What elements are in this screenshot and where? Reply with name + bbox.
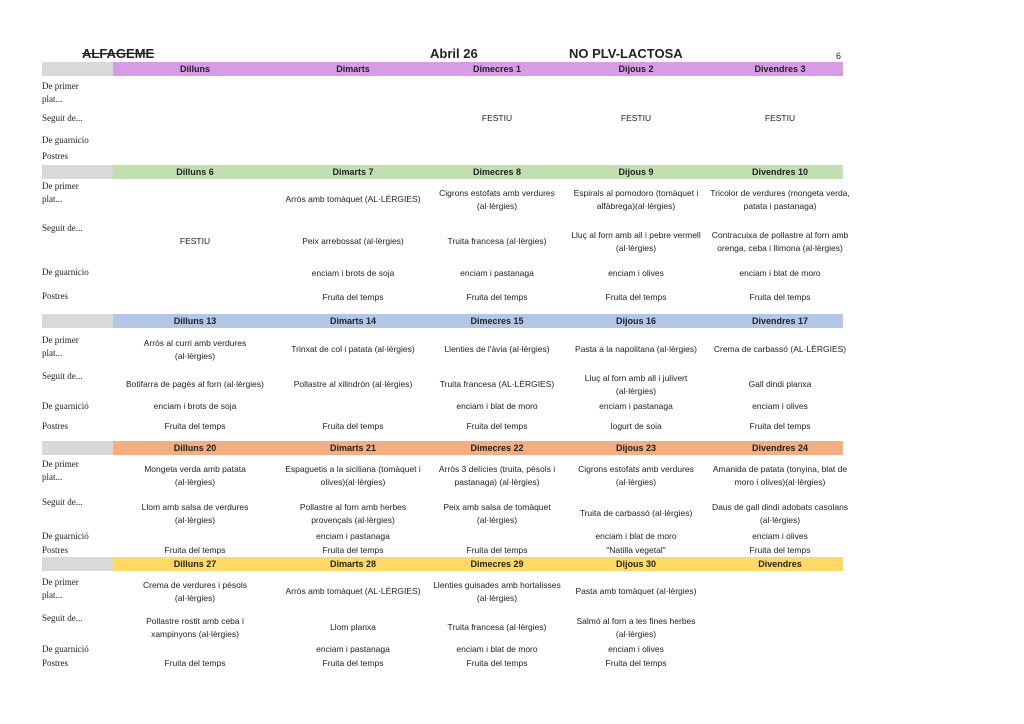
menu-cell-first: Espaguetis a la siciliana (tomàquet i olives)(al·lèrgies) xyxy=(285,463,421,487)
menu-cell-first: Mongeta verda amb patata (al·lèrgies) xyxy=(144,463,246,487)
day-header: Dimarts 14 xyxy=(329,316,377,326)
menu-cell-dessert: "Natilla vegetal" xyxy=(606,545,666,556)
menu-cell-dessert: Fruita del temps xyxy=(749,292,811,303)
menu-cell-dessert: Iogurt de soia xyxy=(610,421,662,432)
menu-cell-dessert: Fruita del temps xyxy=(322,292,384,303)
day-header: Dijous 16 xyxy=(615,316,656,326)
day-header: Dimecres 15 xyxy=(470,316,524,326)
menu-cell-second: FESTIU xyxy=(764,113,796,124)
menu-cell-second: Botifarra de pagès al forn (al·lèrgies) xyxy=(126,379,264,390)
day-header: Divendres 10 xyxy=(751,167,809,177)
row-label-side: De guarnicio xyxy=(42,135,89,145)
menu-cell-dessert: Fruita del temps xyxy=(164,421,226,432)
menu-cell-second: FESTIU xyxy=(179,236,211,247)
row-label-first: De primer plat... xyxy=(42,577,79,600)
menu-cell-dessert: Fruita del temps xyxy=(322,658,384,669)
menu-cell-dessert: Fruita del temps xyxy=(164,658,226,669)
menu-cell-first: Arròs amb tomàquet (AL·LÈRGIES) xyxy=(285,586,421,597)
menu-cell-dessert: Fruita del temps xyxy=(749,421,811,432)
menu-cell-side: enciam i blat de moro xyxy=(739,268,821,279)
page-number: 6 xyxy=(836,51,842,61)
menu-cell-side: enciam i blat de moro xyxy=(595,531,677,542)
menu-cell-first: Pasta a la napolitana (al·lèrgies) xyxy=(575,344,697,355)
day-header: Dilluns 6 xyxy=(176,167,214,177)
day-header: Dilluns 13 xyxy=(173,316,217,326)
menu-cell-dessert: Fruita del temps xyxy=(466,292,528,303)
menu-cell-first: Pasta amb tomàquet (al·lèrgies) xyxy=(575,586,697,597)
menu-cell-side: enciam i blat de moro xyxy=(456,401,538,412)
week-header-label-gap xyxy=(42,557,113,571)
row-label-first: De primer plat... xyxy=(42,181,79,204)
menu-cell-side: enciam i olives xyxy=(752,531,808,542)
menu-cell-second: FESTIU xyxy=(481,113,513,124)
week-header-label-gap xyxy=(42,314,113,328)
row-label-second: Seguit de... xyxy=(42,371,83,381)
menu-cell-second: FESTIU xyxy=(620,113,652,124)
menu-cell-dessert: Fruita del temps xyxy=(605,292,667,303)
row-label-dessert: Postres xyxy=(42,421,69,431)
row-label-side: De guarnició xyxy=(42,531,89,541)
menu-cell-second: Truita francesa (AL·LÈRGIES) xyxy=(439,379,555,390)
menu-cell-first: Crema de verdures i pèsols (al·lèrgies) xyxy=(143,579,247,603)
menu-cell-first: Arròs 3 delícies (truita, pèsols i pastanaga) (al·lèrgies) xyxy=(438,463,556,487)
menu-cell-second: Lluç al forn amb all i pebre vermell (al·lèrgies) xyxy=(571,229,701,253)
menu-cell-first: Llenties de l'àvia (al·lèrgies) xyxy=(444,344,550,355)
day-header: Dimecres 29 xyxy=(470,559,524,569)
row-label-second: Seguit de... xyxy=(42,613,83,623)
menu-cell-first: Cigrons estofats amb verdures (al·lèrgies) xyxy=(578,463,694,487)
week-header-bar xyxy=(42,62,843,76)
row-label-first: De primer plat... xyxy=(42,335,79,358)
menu-cell-side: enciam i pastanaga xyxy=(316,531,390,542)
day-header: Dimarts 28 xyxy=(329,559,377,569)
week-header-bar xyxy=(42,441,843,455)
menu-cell-first: Amanida de patata (tonyina, blat de moro i olives)(al·lèrgies) xyxy=(712,463,848,487)
menu-cell-second: Llom planxa xyxy=(330,622,376,633)
menu-cell-second: Lluç al forn amb all i julivert (al·lèrgies) xyxy=(584,372,688,396)
menu-cell-side: enciam i olives xyxy=(608,644,664,655)
diet-title: NO PLV-LACTOSA xyxy=(569,46,683,61)
menu-cell-first: Crema de carbassó (AL·LÈRGIES) xyxy=(713,344,847,355)
week-header-bar xyxy=(42,314,843,328)
row-label-dessert: Postres xyxy=(42,291,69,301)
menu-cell-side: enciam i brots de soja xyxy=(311,268,395,279)
day-header: Dilluns xyxy=(179,64,210,74)
day-header: Dimarts 21 xyxy=(329,443,377,453)
menu-cell-second: Gall dindi planxa xyxy=(748,379,812,390)
day-header: Dimecres 8 xyxy=(472,167,522,177)
day-header: Divendres 3 xyxy=(754,64,806,74)
menu-cell-side: enciam i brots de soja xyxy=(153,401,237,412)
menu-cell-first: Arròs al curri amb verdures (al·lèrgies) xyxy=(143,337,247,361)
row-label-side: De guarnició xyxy=(42,401,89,411)
menu-cell-second: Salmó al forn a les fines herbes (al·lèrgies) xyxy=(576,615,696,639)
menu-cell-first: Trinxat de col i patata (al·lèrgies) xyxy=(291,344,415,355)
week-header-label-gap xyxy=(42,441,113,455)
day-header: Dimarts 7 xyxy=(332,167,374,177)
menu-cell-second: Truita francesa (al·lèrgies) xyxy=(447,622,547,633)
row-label-second: Seguit de... xyxy=(42,223,83,233)
row-label-first: De primer plat... xyxy=(42,459,79,482)
menu-cell-second: Pollastre al forn amb herbes provençals (al·lèrgies) xyxy=(299,501,407,525)
row-label-dessert: Postres xyxy=(42,658,69,668)
row-label-side: De guarnició xyxy=(42,644,89,654)
day-header: Dijous 9 xyxy=(618,167,654,177)
day-header: Dijous 23 xyxy=(615,443,656,453)
day-header: Dijous 30 xyxy=(615,559,656,569)
row-label-second: Seguit de... xyxy=(42,113,83,123)
menu-cell-second: Truita de carbassó (al·lèrgies) xyxy=(579,508,693,519)
menu-cell-first: Arròs amb tomàquet (AL·LÈRGIES) xyxy=(285,194,421,205)
month-title: Abril 26 xyxy=(430,46,478,61)
day-header: Dilluns 20 xyxy=(173,443,217,453)
menu-cell-dessert: Fruita del temps xyxy=(466,658,528,669)
menu-cell-second: Peix arrebossat (al·lèrgies) xyxy=(302,236,404,247)
day-header: Divendres 17 xyxy=(751,316,809,326)
row-label-first: De primer plat... xyxy=(42,81,79,104)
school-name: ALFAGEME xyxy=(82,46,155,61)
menu-cell-second: Pollastre rostit amb ceba i xampinyons (al·lèrgies) xyxy=(146,615,244,639)
menu-cell-side: enciam i olives xyxy=(608,268,664,279)
menu-cell-dessert: Fruita del temps xyxy=(164,545,226,556)
row-label-dessert: Postres xyxy=(42,151,69,161)
day-header: Dimecres 22 xyxy=(470,443,524,453)
menu-cell-second: Daus de gall dindi adobats casolans (al·lèrgies) xyxy=(711,501,849,525)
week-header-label-gap xyxy=(42,62,113,76)
week-header-bar xyxy=(42,165,843,179)
menu-cell-dessert: Fruita del temps xyxy=(466,421,528,432)
menu-cell-first: Espirals al pomodoro (tomàquet i alfàbrega)(al·lèrgies) xyxy=(573,187,699,211)
menu-cell-first: Llenties guisades amb hortalisses (al·lèrgies) xyxy=(433,579,561,603)
day-header: Dijous 2 xyxy=(618,64,654,74)
row-label-second: Seguit de... xyxy=(42,497,83,507)
menu-cell-side: enciam i pastanaga xyxy=(316,644,390,655)
menu-cell-second: Truita francesa (al·lèrgies) xyxy=(447,236,547,247)
day-header: Dilluns 27 xyxy=(173,559,217,569)
day-header: Dimarts xyxy=(336,64,370,74)
menu-cell-side: enciam i olives xyxy=(752,401,808,412)
day-header: Divendres xyxy=(758,559,802,569)
row-label-dessert: Postres xyxy=(42,545,69,555)
menu-cell-dessert: Fruita del temps xyxy=(605,658,667,669)
menu-cell-dessert: Fruita del temps xyxy=(749,545,811,556)
menu-cell-second: Peix amb salsa de tomàquet (al·lèrgies) xyxy=(443,501,551,525)
menu-cell-second: Contracuixa de pollastre al forn amb orenga, ceba i llimona (al·lèrgies) xyxy=(711,229,849,253)
day-header: Divendres 24 xyxy=(751,443,809,453)
menu-cell-dessert: Fruita del temps xyxy=(322,421,384,432)
menu-cell-second: Llom amb salsa de verdures (al·lèrgies) xyxy=(141,501,249,525)
menu-cell-side: enciam i pastanaga xyxy=(460,268,534,279)
menu-cell-side: enciam i blat de moro xyxy=(456,644,538,655)
menu-cell-side: enciam i pastanaga xyxy=(599,401,673,412)
week-header-bar xyxy=(42,557,843,571)
menu-cell-second: Pollastre al xilindrón (al·lèrgies) xyxy=(293,379,413,390)
row-label-side: De guarnicio xyxy=(42,267,89,277)
week-header-label-gap xyxy=(42,165,113,179)
menu-cell-first: Tricolor de verdures (mongeta verda, patata i pastanaga) xyxy=(710,187,850,211)
menu-cell-dessert: Fruita del temps xyxy=(322,545,384,556)
menu-cell-first: Cigrons estofats amb verdures (al·lèrgies) xyxy=(439,187,555,211)
day-header: Dimecres 1 xyxy=(472,64,522,74)
menu-cell-dessert: Fruita del temps xyxy=(466,545,528,556)
